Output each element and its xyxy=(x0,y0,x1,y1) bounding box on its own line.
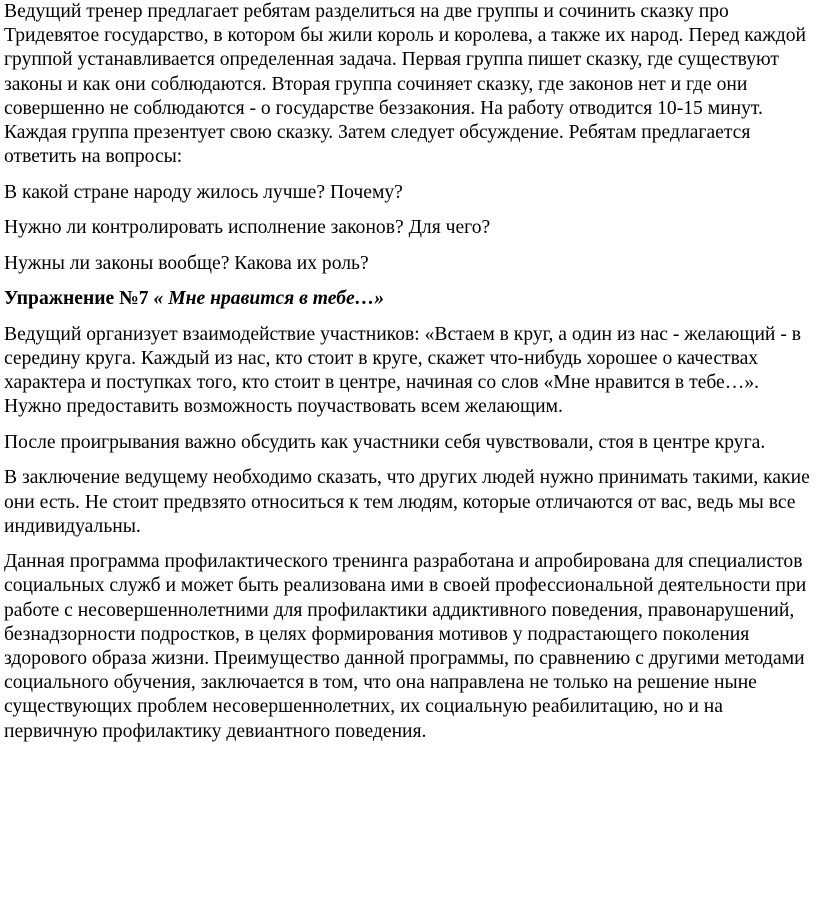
question-2: Нужно ли контролировать исполнение законов? Для чего? xyxy=(4,217,491,239)
exercise-number: Упражнение №7 xyxy=(4,288,154,310)
exercise-title: « Мне нравится в тебе…» xyxy=(153,288,385,310)
exercise-heading xyxy=(4,287,812,311)
document-body xyxy=(4,0,812,755)
paragraph-task-description: Ведущий тренер предлагает ребятам разделиться на две группы и сочинить сказку про Тридевятое государство, в котором бы жили король и королева, а также их народ. Перед каждой группой устанавливается определенная задача. Первая группа пишет сказку, где существуют законы и как они соблюдаются. Вторая группа сочиняет сказку, где законов нет и где они совершенно не соблюдаются - о государстве беззакония. На работу отводится 10-15 минут. Каждая группа презентует свою сказку. Затем следует обсуждение. Ребятам предлагается ответить на вопросы: xyxy=(4,1,807,168)
paragraph-program-summary: Данная программа профилактического тренинга разработана и апробирована для специалистов социальных служб и может быть реализована ими в своей профессиональной деятельности при работе с несовершеннолетними для профилактики аддиктивного поведения, правонарушений, безнадзорности подростков, в целях формирования мотивов у подрастающего поколения здорового образа жизни. Преимущество данной программы, по сравнению с другими методами социального обучения, заключается в том, что она направлена не только на решение ныне существующих проблем несовершеннолетних, их социальную реабилитацию, но и на первичную профилактику девиантного поведения. xyxy=(4,551,807,742)
paragraph-exercise-description: Ведущий организует взаимодействие участников: «Встаем в круг, а один из нас - желающий - в середину круга. Каждый из нас, кто стоит в круге, скажет что-нибудь хорошее о качествах характера и поступках того, кто стоит в центре, начиная со слов «Мне нравится в тебе…». Нужно предоставить возможность поучаствовать всем желающим. xyxy=(4,323,801,418)
question-3: Нужны ли законы вообще? Какова их роль? xyxy=(4,252,369,274)
question-1: В какой стране народу жилось лучше? Почему? xyxy=(4,181,403,203)
paragraph-after-play: После проигрывания важно обсудить как участники себя чувствовали, стоя в центре круга. xyxy=(4,431,766,453)
paragraph-conclusion: В заключение ведущему необходимо сказать, что других людей нужно принимать такими, какие они есть. Не стоит предвзято относиться к тем людям, которые отличаются от вас, ведь мы все индивидуальны. xyxy=(4,467,810,537)
